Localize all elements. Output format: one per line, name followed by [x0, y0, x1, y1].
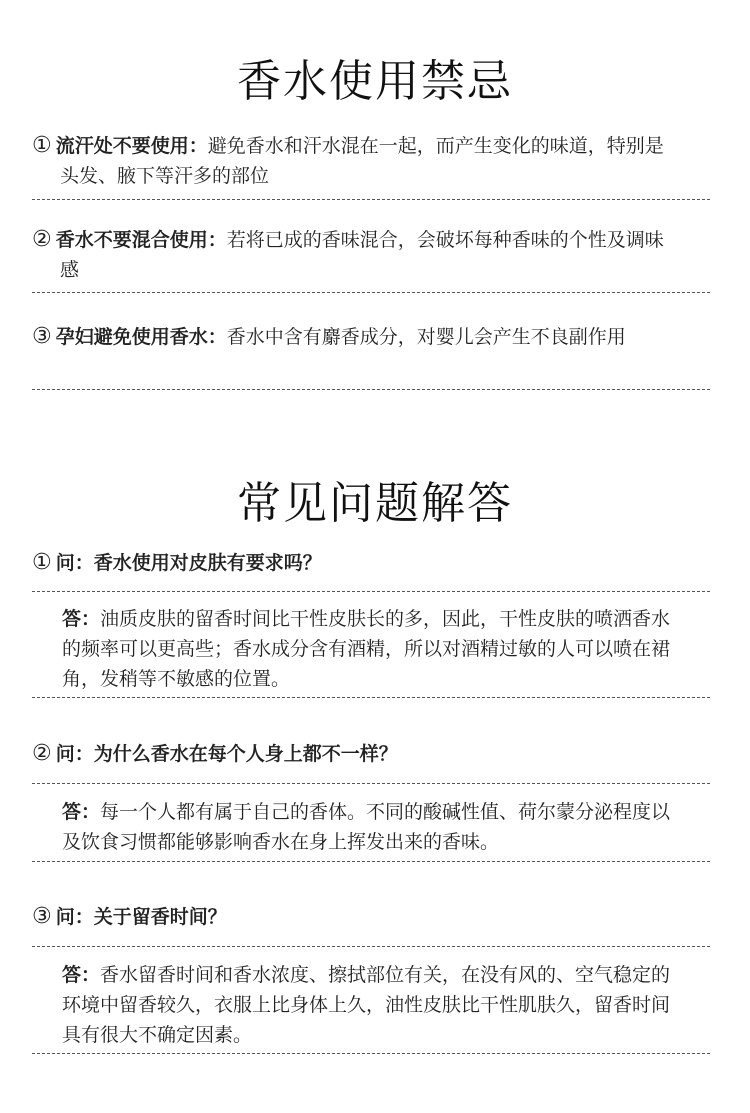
taboo-heading: 流汗处不要使用： [55, 135, 208, 157]
dashed-divider [32, 697, 710, 698]
dashed-divider [32, 946, 710, 947]
taboo-text-line1: 香水中含有麝香成分，对婴儿会产生不良副作用 [226, 326, 626, 348]
item-number: ③ [32, 324, 52, 349]
answer-line1: 香水留香时间和香水浓度、擦拭部位有关，在没有风的、空气稳定的 [100, 964, 671, 986]
faq-question-2 [32, 739, 712, 769]
dashed-divider [32, 389, 710, 390]
answer-label: 答： [62, 608, 101, 630]
dashed-divider [32, 861, 710, 862]
taboo-item-1 [32, 131, 712, 191]
answer-label: 答： [62, 964, 101, 986]
answer-line2: 环境中留香较久，衣服上比身体上久，油性皮肤比干性肌肤久，留香时间 [62, 994, 671, 1016]
taboo-heading: 孕妇避免使用香水： [55, 326, 227, 348]
taboo-text-line2: 感 [60, 259, 80, 281]
faq-question-3 [32, 902, 712, 932]
answer-label: 答： [62, 801, 101, 823]
taboo-item-3 [32, 322, 712, 352]
taboos-title: 香水使用禁忌 [237, 56, 513, 107]
answer-line2: 及饮食习惯都能够影响香水在身上挥发出来的香味。 [62, 831, 500, 853]
taboo-text-line1: 若将已成的香味混合，会破坏每种香味的个性及调味 [226, 229, 664, 251]
taboo-item-2 [32, 225, 712, 285]
answer-line3: 角，发稍等不敏感的位置。 [62, 668, 291, 690]
dashed-divider [32, 591, 710, 592]
taboo-heading: 香水不要混合使用： [55, 229, 227, 251]
faq-question-1 [32, 548, 712, 578]
taboo-text-line1: 避免香水和汗水混在一起，而产生变化的味道，特别是 [207, 135, 664, 157]
taboo-text-line2: 头发、腋下等汗多的部位 [60, 165, 270, 187]
item-number: ① [32, 550, 52, 575]
faq-title: 常见问题解答 [237, 478, 513, 529]
dashed-divider [32, 199, 710, 200]
dashed-divider [32, 1053, 710, 1054]
item-number: ③ [32, 904, 52, 929]
faq-answer-2 [62, 797, 712, 857]
item-number: ① [32, 133, 52, 158]
question-text: 问：香水使用对皮肤有要求吗？ [55, 552, 322, 574]
faq-answer-3 [62, 960, 712, 1050]
item-number: ② [32, 741, 52, 766]
answer-line2: 的频率可以更高些；香水成分含有酒精，所以对酒精过敏的人可以喷在裙 [62, 638, 671, 660]
dashed-divider [32, 783, 710, 784]
answer-line1: 油质皮肤的留香时间比干性皮肤长的多，因此，干性皮肤的喷洒香水 [100, 608, 671, 630]
dashed-divider [32, 292, 710, 293]
answer-line3: 具有很大不确定因素。 [62, 1024, 253, 1046]
faq-answer-1 [62, 604, 712, 694]
question-text: 问：为什么香水在每个人身上都不一样？ [55, 743, 398, 765]
item-number: ② [32, 227, 52, 252]
question-text: 问：关于留香时间？ [55, 906, 227, 928]
answer-line1: 每一个人都有属于自己的香体。不同的酸碱性值、荷尔蒙分泌程度以 [100, 801, 671, 823]
